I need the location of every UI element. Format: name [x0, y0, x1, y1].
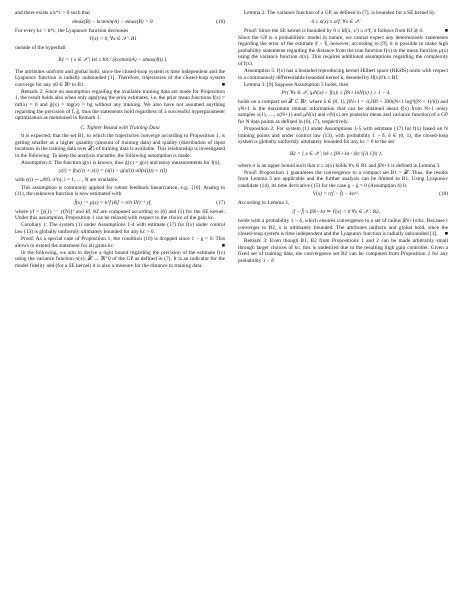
paragraph-compact-set: holds on a compact set 𝒳 ⊂ ℝⁿ, where δ ∈ (0, 1), βN+1 = √(2Bf + 300γN+1 log³((N + 1)/δ)) and γN+1 is the maximum mutual information that can be obtained about f(x) from N+1 noisy samples x(1), …, x(N+1) and μN(x) and σN(x) are posterior mean and variance function of a GP for N data points as defined in (6), (7), respectively. [238, 99, 448, 125]
paragraph-where-yf: where yf = [y(1) ⋯ y(N)]ᵀ and kf, Kf are computed according to (8) and (5) for the SE kernel. Under this assumption, Proposition 1 can be relaxed with respect to the choice of the gain kc. [15, 208, 225, 222]
lemma-3: Lemma 3: [9] Suppose Assumption 5 holds, then [244, 81, 349, 88]
paragraph-tighter-bound: It is expected, that the set B1, to which the trajectories converge according to Proposition 1, is getting smaller as a higher quantity (amount of training data) and quality (distribution of input locations in the training data over 𝒳) of training data is available. This relationship is investigated in the following. To keep the analysis tractable, the following assumption is made: [15, 133, 225, 159]
equation-probability [238, 90, 448, 97]
proof-lemma-2-text: Proof: Since the SE kernel is bounded by 0 ≤ kf(x, x′) ≤ σ²f, it follows from Kf ⪰ 0. [244, 27, 424, 34]
section-heading-c: C. Tighter Bound with Training Data [80, 124, 160, 131]
paragraph-according-lemma-3: According to Lemma 3, [238, 200, 290, 207]
paragraph-lyapunov-decreases: For every kc > k*c, the Lyapunov function decreases [15, 27, 129, 34]
paragraph-hyperball: outside of the hyperball [15, 45, 66, 52]
equation-17 [15, 200, 225, 207]
equation-error-bound-body: |f − f̂| ≤ βN+1σ ⇒ V̇(x) < 0 ∀x ∈ 𝒳 \ B2, [292, 209, 380, 215]
paragraph-existence-kc: and there exists a k*c > 0 such that [15, 10, 90, 16]
proof-lemma-2 [238, 28, 448, 35]
qed-mark: ■ [221, 242, 225, 249]
lemma-2: Lemma 2: The variance function of a GP, as defined in (7), is bounded for a SE kernel by [244, 10, 435, 16]
paragraph-upper-bound: where σ is an upper bound such that σ ≥ σ(x) holds ∀x ∈ B1 and βN+1 is defined in Lemma 3. [238, 162, 441, 169]
qed-mark: ■ [444, 27, 448, 34]
remark-2: Remark 2: Since no assumption regarding the available training data are made for Proposition 1, the result holds also when only applying the prior estimates, i.e. the prior mean functions f(x) = mf(x) = 0 and ĝ(x) = mg(x) = bg without any training. We also have not assumed anything regarding the precision of f̂, ĝ, thus the statements hold regardless of a successful hyperparameter optimization as mentioned in Remark 1. [15, 88, 225, 122]
assumption-5: Assumption 5: f(x) has a bounded reproducing kernel Hilbert space (RKHS) norm with respect to a continuously differentiable bounded kernel k, denoted by ‖f(x)‖²k ≤ Bf. [238, 68, 448, 81]
equation-b1-body: B1 = { x ∈ 𝒳 | ‖x‖ ≤ ‖b‖ / (kcσmin(A) − σmax(B)) }. [58, 56, 168, 63]
right-column [238, 10, 448, 265]
equation-vdot [15, 36, 225, 43]
paragraph-uniform-global [15, 69, 225, 89]
paragraph-variance-intro: In the following, we aim to derive a tight bound regarding the precision of the estimate f(x) using the variance function σ(x): 𝒳 → ℝ⁺0 of the GP as defined in (7). It is an indicator for the model fidelity and (for a SE kernel) it is also a measure for the distance to training data. [15, 249, 225, 269]
paragraph-robust-feedback: This assumption is commonly applied for robust feedback linearization, e.g., [10]. Analog to (11), the unknown function is now estimated with [15, 184, 225, 198]
corollary-1: Corollary 1: The system (1) under Assumptions 1-4 with estimate (17) for f(x) under control law (13) is globally uniformly ultimately bounded for any kc > 0. [15, 222, 225, 235]
equation-error-bound [238, 209, 448, 216]
equation-16-body: σmax(B) − kcσmin(A) − σmax(B) < 0. [72, 18, 154, 25]
equation-measurement-body: y(i) = f(x(i)) + ε(i) = (ẋ(i) − g(x(i)) u0(x(i))) + ε(i) [59, 168, 167, 175]
paragraph-convergence [238, 218, 448, 238]
remark-3: Remark 3: Even though B1, B2 from Propositions 1 and 2 can be made arbitrarily small through larger choices of kc, this is undesired due to the resulting high gain controller. Given a fixed set of training data, the convergence set B2 can be computed from Proposition 2 for any probability 1 − δ [238, 238, 448, 264]
equation-16 [15, 19, 225, 26]
equation-variance-bound-body: 0 ≤ σ(x) ≤ σ²f, ∀x ∈ 𝒳. [311, 18, 361, 25]
equation-18-body: V̇(x) = r(f − f̂) − kcr². [312, 191, 360, 198]
qed-mark: ■ [221, 81, 225, 88]
equation-17-body: f̂(x) := μ(x) = kᵀf (Kf + σ²n IN)⁻¹ yf, [74, 199, 152, 206]
qed-mark: ■ [444, 231, 448, 238]
assumption-4: Assumption 4: The function g(x) is known, thus ĝ(x) = g(x) and noisy measurements for f(x), [21, 159, 221, 166]
equation-measurement [15, 168, 225, 175]
paragraph-probabilistic: Since the GP is a probabilistic model in nature, we cannot expect any deterministic statements regarding the error of the estimate |f − f̂|, however, according to [9], it is possible to make high probability statements regarding the distance from the true function f(x) to the mean function μ(x) using the variance function σ(x). This requires additional assumptions regarding the complexity of f(x). [238, 34, 448, 67]
proof-corollary-text: Proof: As a special case of Proposition 1, the condition (16) is dropped since 1 − g = 0. This allows to extend the statement for all gains kc. [15, 236, 225, 249]
equation-b2-body: B2 = { x ∈ 𝒳 | ‖x‖ ≤ βN+1σ / (kc ‖[Λ 1]‖) }, [289, 150, 383, 157]
paragraph-convergence-text: holds with a probability 1 − δ, which ensures convergence to a set of radius βN+1σ/kc. Because r converges to B2, x is ultimately bounded. The attributes uniform and global hold, since the closed-loop system is time independent and the Lyapunov function is radially unbounded [1]. [238, 218, 448, 238]
proof-proposition-2: Proof: Proposition 1 guarantees the convergence to a compact set B1 = 𝒳. Thus, the results from Lemma 3 are applicable and the further analysis can be limited to B1. Using Lyapunov candidate (14), its time derivative (15) for the case g − ĝ = 0 (Assumption 4) is [238, 169, 448, 189]
left-column [15, 10, 225, 270]
equation-variance-bound [238, 19, 448, 26]
paragraph-noise: with ε(i) ∼ 𝒩(0, σ²n), i = 1, …, N are available. [15, 177, 119, 184]
equation-16-number: (16) [216, 18, 225, 25]
equation-17-number: (17) [216, 199, 225, 206]
equation-18-number: (18) [439, 191, 448, 198]
equation-b2 [238, 148, 448, 161]
proof-corollary [15, 236, 225, 249]
equation-vdot-body: V̇(x) < 0, ∀x ∈ 𝒳 \ B1 [89, 36, 137, 43]
equation-probability-body: Pr{ ∀x ∈ 𝒳, |μN(x) − f(x)| ≤ βN+1σN(x) } ≥ 1 − δ, [281, 90, 391, 97]
equation-b1 [15, 54, 225, 67]
proposition-2: Proposition 2: For system (1) under Assumptions 1-5 with estimate (17) for f(x) based on N training points and under control law (13), with probability 1 − δ, δ ∈ (0, 1), the closed-loop system is globally uniformly ultimately bounded for any kc > 0 to the set [238, 126, 448, 146]
paragraph-uniform-global-text: The attributes uniform and global hold, since the closed-loop system is time independent and the Lyapunov function is radially unbounded [1]. Therefore, trajectories of the closed-loop system converge for any x0 ∈ ℝⁿ to B1. [15, 68, 225, 88]
equation-18 [238, 191, 448, 198]
